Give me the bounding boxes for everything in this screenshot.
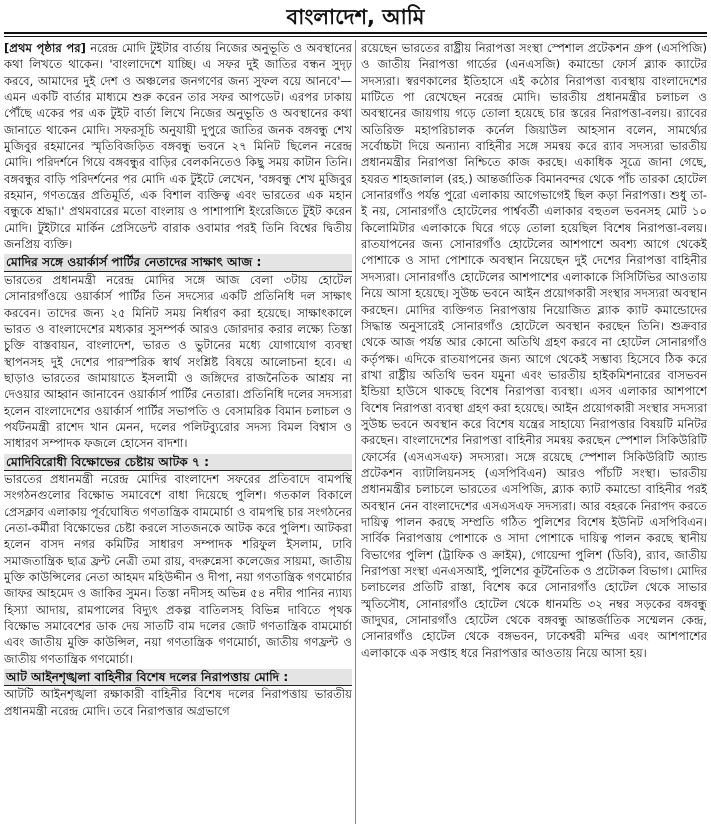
protest-heading: মোদিবিরোধী বিক্ষোভের চেষ্টায় আটক ৭ : bbox=[4, 454, 352, 471]
security-continued-text: রয়েছেন ভারতের রাষ্ট্রীয় নিরাপত্তা সংস্থা স্পেশাল প্রটেকশন গ্রুপ (এসপিজি) ও জাতীয় নিরাপত্তা গার্ডের (এনএসজি) কমান্ডো ফোর্স ব্ল্যাক ক্যাটের সদস্যরা। স্বরণকালের ইতিহাসে এই কঠোর নিরাপত্তা ব্যবস্থায় বাংলাদেশের মাটিতে পা রেখেছেন নরেন্দ্র মোদি। ভারতীয় প্রধানমন্ত্রীর চলাচল ও অবস্থানের জায়গায় গড়ে তোলা হয়েছে চার স্তরের নিরাপত্তা-বলয়। র‌্যাবের অতিরিক্ত মহাপরিচালক কর্নেল জিয়াউল আহসান বলেন, সামর্থ্যের সর্বোচ্চটা দিয়ে অন্যান্য বাহিনীর সঙ্গে সমন্বয় করে র‌্যাব সদস্যরা ভারতীয় প্রধানমন্ত্রীর নিরাপত্তা নিশ্চিতে কাজ করছে। একাধিক সূত্রে জানা গেছে, হযরত শাহজালাল (রহ.) আন্তর্জাতিক বিমানবন্দর থেকে পাঁচ তারকা হোটেল সোনারগাঁও পর্যন্ত পুরো এলাকায় আগেভাগেই ছিল কড়া নিরাপত্তা। শুধু তা-ই নয়, সোনারগাঁও হোটেলের পার্শ্ববর্তী এলাকার বহুতল ভবনসহ মোট ১০ কিলোমিটার এলাকাকে ঘিরে গড়ে তোলা হয়েছিল বিশেষ নিরাপত্তা-বলয়। রাতযাপনের জন্য সোনারগাঁও হোটেলের আশপাশে অবশ্য আগে থেকেই পোশাকে ও সাদা পোশাকে অবস্থান নিয়েছেন দুই দেশের নিরাপত্তা বাহিনীর সদস্যরা। সোনারগাঁও হোটেলের আশপাশের এলাকাকে সিসিটিভির আওতায় নিয়ে আসা হয়েছে। সুউচ্চ ভবনে আইন প্রয়োগকারী সংস্থার সদস্যরা অবস্থান করছেন। মোদির ব্যক্তিগত নিরাপত্তায় নিয়োজিত ব্ল্যাক ক্যাট কমান্ডোদের সিদ্ধান্ত অনুসারেই সোনারগাঁও হোটেলে অবস্থান করছেন তিনি। শুক্রবার থেকে আজ পর্যন্ত আর কোনো অতিথি গ্রহণ করবে না হোটেল সোনারগাঁও কর্তৃপক্ষ। এদিকে রাতযাপনের জন্য আগে থেকেই সম্ভাব্য হিসেবে ঠিক করে রাখা রাষ্ট্রীয় অতিথি ভবন যমুনা এবং ভারতীয় হাইকমিশনারের বাসভবন ইন্ডিয়া হাউসে থাকছে বিশেষ নিরাপত্তা ব্যবস্থা। এসব এলাকার আশপাশে বিশেষ নিরাপত্তা ব্যবস্থা গ্রহণ করা হয়েছে। আইন প্রয়োগকারী সংস্থার সদস্যরা সুউচ্চ ভবনে অবস্থান করে বিশেষ যন্ত্রের সাহায্যে নিরাপত্তার বিষয়টি মনিটর করছেন। বাংলাদেশের নিরাপত্তা বাহিনীর সমন্বয় করছেন স্পেশাল সিকিউরিটি ফোর্সের (এসএসএফ) সদস্যরা। সঙ্গে রয়েছে স্পেশাল সিকিউরিটি অ্যান্ড প্রটেকশন ব্যাটালিয়নসহ (এসপিবিএন) আরও পাঁচটি সংস্থা। ভারতীয় প্রধানমন্ত্রীর চলাচলে ভারতের এসপিজি, ব্ল্যাক ক্যাট কমান্ডো বাহিনীর পরই অবস্থান নেন বাংলাদেশের এসএসএফ সদস্যরা। আর বহরকে নিরাপদ করতে দায়িত্ব পালন করছে সম্প্রতি গঠিত পুলিশের বিশেষ ইউনিট এসপিবিএন। সার্বিক নিরাপত্তায় পোশাকে ও সাদা পোশাকে দায়িত্ব পালন করছে স্থানীয় বিভাগের পুলিশ (ট্রাফিক ও ক্রাইম), গোয়েন্দা পুলিশ (ডিবি), র‌্যাব, জাতীয় নিরাপত্তা সংস্থা এনএসআই, পুলিশের কূটনৈতিক ও প্রটোকল বিভাগ। মোদির চলাচলের প্রতিটি রাস্তা, বিশেষ করে সোনারগাঁও হোটেল থেকে সাভার স্মৃতিসৌধ, সোনারগাঁও হোটেল থেকে ধানমন্ডি ৩২ নম্বর সড়কের বঙ্গবন্ধু জাদুঘর, সোনারগাঁও হোটেল থেকে বঙ্গবন্ধু আন্তর্জাতিক সম্মেলন কেন্দ্র, সোনারগাঁও হোটেল থেকে বঙ্গভবন, ঢাকেশ্বরী মন্দির এবং আশপাশের এলাকাকে এক সপ্তাহ ধরে নিরাপত্তার আওতায় নিয়ে আসা হয়। bbox=[361, 41, 707, 660]
workers-party-text: ভারতের প্রধানমন্ত্রী নরেন্দ্র মোদির সঙ্গে আজ বেলা ৩টায় হোটেল সোনারগাঁওয়ে ওয়ার্কার্স পার্টির তিন সদস্যের একটি প্রতিনিধি দল সাক্ষাৎ করবেন। তাদের জন্য ২৫ মিনিট সময় নির্ধারণ করা হয়েছে। সাক্ষাৎকালে ভারত ও বাংলাদেশের মধ্যকার সুসম্পর্ক আরও জোরদার করার লক্ষ্যে তিস্তা চুক্তি বাস্তবায়ন, বাংলাদেশ, ভারত ও ভুটানের মধ্যে যোগাযোগ ব্যবস্থা স্থাপনসহ দুই দেশের পারস্পরিক স্বার্থ সংশ্লিষ্ট বিষয়ে আলোচনা হবে। এ ছাড়াও ভারতের জামায়াতে ইসলামী ও জঙ্গিদের রাজনৈতিক আশ্রয় না দেওয়ার আহ্বান জানাবেন ওয়ার্কার্স পার্টির নেতারা। প্রতিনিধি দলের সদস্যরা হলেন বাংলাদেশের ওয়ার্কার্স পার্টির সভাপতি ও বেসামরিক বিমান চলাচল ও পর্যটনমন্ত্রী রাশেদ খান মেনন, দলের পলিটব্যুরোর সদস্য বিমল বিশ্বাস ও সাধারণ সম্পাদক ফজলে হোসেন বাদশা। bbox=[4, 272, 352, 451]
protest-text: ভারতের প্রধানমন্ত্রী নরেন্দ্র মোদির বাংলাদেশ সফরের প্রতিবাদে বামপন্থি সংগঠনগুলোর বিক্ষোভ সমাবেশে বাধা দিয়েছে পুলিশ। গতকাল বিকালে প্রেসক্লাব এলাকায় পূর্বঘোষিত গণতান্ত্রিক বামমোর্চা ও বামপন্থি চার সংগঠনের নেতা-কর্মীরা বিক্ষোভের চেষ্টা করলে সাতজনকে আটক করে পুলিশ। আটকরা হলেন বাসদ নগর কমিটির সাধারণ সম্পাদক শরিফুল ইসলাম, ঢাবি সমাজতান্ত্রিক ছাত্র ফ্রন্ট নেত্রী তমা রায়, বদরুন্নেসা কলেজের সায়মা, জাতীয় মুক্তি কাউন্সিলের নেতা আহমদ মহিউদ্দীন ও দীপা, নয়া গণতান্ত্রিক গণমোর্চার জাফর আহমেদ ও জাকির সুমন। তিস্তা নদীসহ অভিন্ন ৫৪ নদীর পানির ন্যায্য হিস্যা আদায়, রামপালের বিদ্যুৎ প্রকল্প বাতিলসহ বিভিন্ন দাবিতে পৃথক বিক্ষোভ সমাবেশের ডাক দেয় সাতটি বাম দলের জোট গণতান্ত্রিক বামমোর্চা এবং জাতীয় মুক্তি কাউন্সিল, নয়া গণতান্ত্রিক গণমোর্চা, জাতীয় গণফ্রন্ট ও জাতীয় গণতান্ত্রিক গণমোর্চা। bbox=[4, 471, 352, 666]
security-forces-text: আটটি আইনশৃঙ্খলা রক্ষাকারী বাহিনীর বিশেষ দলের নিরাপত্তায় ভারতীয় প্রধানমন্ত্রী নরেন্দ্র মোদি। তবে নিরাপত্তার অগ্রভাগে bbox=[4, 687, 352, 718]
left-column bbox=[4, 40, 352, 824]
right-column bbox=[361, 40, 707, 824]
masthead-rule-thin bbox=[4, 36, 707, 37]
column-divider bbox=[355, 40, 356, 824]
masthead-rule-thick bbox=[4, 32, 707, 34]
workers-party-paragraph bbox=[4, 254, 352, 451]
workers-party-heading: মোদির সঙ্গে ওয়ার্কার্স পার্টির নেতাদের সাক্ষাৎ আজ : bbox=[4, 254, 352, 271]
protest-paragraph bbox=[4, 454, 352, 667]
security-forces-paragraph bbox=[4, 669, 352, 719]
intro-text: নরেন্দ্র মোদি টুইটার বার্তায় নিজের অনুভূতি ও অবস্থানের কথা লিখতে থাকেন। 'বাংলাদেশে যাচ্ছি। এ সফর দুই জাতির বন্ধন সুদৃঢ় করবে, আমাদের দুই দেশ ও অঞ্চলের জনগণের জন্য সুফল বয়ে আনবে'— এমন একটি বার্তার মাধ্যমে শুরু করেন তার সফর আপডেট। এরপর ঢাকায় পৌঁছে একের পর এক টুইট বার্তা লিখে নিজের অনুভূতি ও অবস্থানের কথা জানাতে থাকেন মোদি। সফরসূচি অনুযায়ী দুপুরে জাতির জনক বঙ্গবন্ধু শেখ মুজিবুর রহমানের স্মৃতিবিজড়িত বঙ্গবন্ধু ভবনে ২৭ মিনিট ছিলেন নরেন্দ্র মোদি। পরিদর্শনে গিয়ে বঙ্গবন্ধুর বাড়ির বেলকনিতেও কিছু সময় কাটান তিনি। বঙ্গবন্ধুর বাড়ি পরিদর্শনের পর মোদি এক টুইটে লেখেন, 'বঙ্গবন্ধু শেখ মুজিবুর রহমান, গণতন্ত্রের প্রতিমূর্তি, এক বিশাল ব্যক্তিত্ব এবং ভারতের এক মহান বন্ধুকে শ্রদ্ধা।' প্রথমবারের মতো বাংলায় ও পাশাপাশি ইংরেজিতে টুইট করেন মোদি। টুইটারে মার্কিন প্রেসিডেন্ট বারাক ওবামার পরই তিনি বিশ্বের দ্বিতীয় জনপ্রিয় ব্যক্তি। bbox=[4, 41, 352, 252]
intro-paragraph bbox=[4, 40, 352, 252]
section-masthead bbox=[4, 2, 707, 36]
security-forces-heading: আট আইনশৃঙ্খলা বাহিনীর বিশেষ দলের নিরাপত্তায় মোদি : bbox=[4, 669, 352, 686]
continued-tag: [প্রথম পৃষ্ঠার পর] bbox=[4, 41, 86, 55]
section-title: বাংলাদেশ, আমি bbox=[286, 5, 425, 29]
